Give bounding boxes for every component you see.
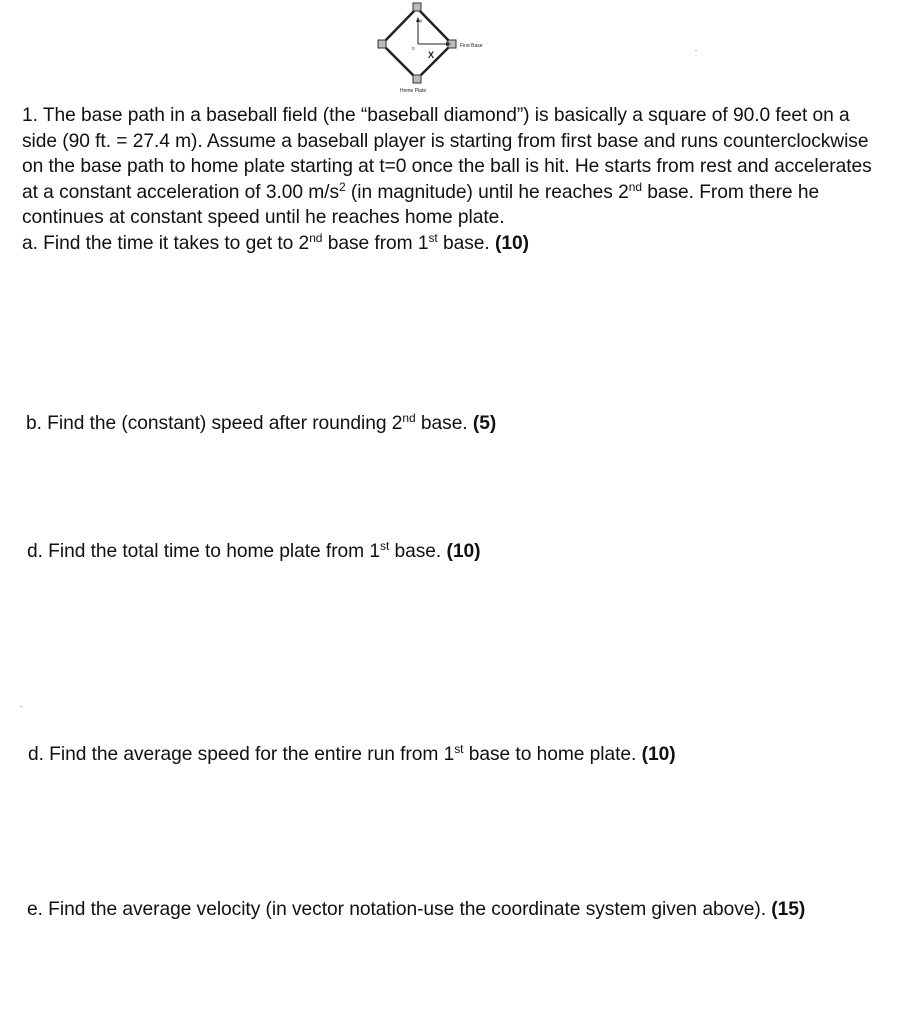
home-plate-label: Home Plate: [400, 88, 427, 94]
y-axis-label: y: [420, 18, 423, 23]
question-e-text: e. Find the average velocity (in vector notation-use the coordinate system given above).: [27, 899, 772, 920]
question-a-text: base.: [437, 232, 495, 254]
third-base: [378, 40, 386, 48]
accel-exponent: 2: [339, 179, 346, 194]
question-d2-text: d. Find the average speed for the entire run from 1: [28, 744, 455, 765]
question-b-points: (5): [472, 413, 497, 434]
question-d-average-speed: [28, 742, 888, 768]
question-a-text: a. Find the time it takes to get to 2: [22, 232, 310, 254]
question-d1-points: (10): [446, 541, 481, 562]
scan-speck: [695, 50, 697, 51]
problem-text: (in magnitude) until he reaches 2: [345, 181, 629, 203]
x-marker: X: [428, 50, 435, 60]
question-d1-text: d. Find the total time to home plate from 1: [27, 541, 380, 562]
ordinal-suffix: nd: [628, 179, 642, 194]
question-d1-text: base.: [389, 541, 447, 562]
problem-statement: [22, 103, 882, 257]
question-a-points: (10): [494, 232, 529, 254]
question-d2-text: base to home plate.: [463, 744, 642, 765]
scan-speck: [20, 706, 22, 707]
ordinal-suffix: nd: [402, 411, 416, 425]
ordinal-suffix: st: [454, 742, 464, 756]
problem-number: 1.: [22, 105, 38, 126]
question-b: [26, 411, 886, 437]
ordinal-suffix: st: [428, 230, 438, 245]
baseball-diamond-diagram: [368, 0, 518, 100]
question-e: [27, 897, 807, 923]
second-base: [413, 3, 421, 11]
question-d2-points: (10): [641, 744, 676, 765]
home-plate: [413, 75, 421, 83]
ordinal-suffix: nd: [309, 230, 323, 245]
question-b-text: b. Find the (constant) speed after rounding 2: [26, 413, 403, 434]
ordinal-suffix: st: [380, 539, 390, 553]
problem-text: The base path in a baseball field (the “baseball diamond”) is basically a square of 90.0 feet on a side (90 ft. = 27.4 m). Assume a baseball player is starting from first base and runs counterclockwise on the base path to home plate starting at t=0 once the ball is hit. He starts from rest and accelerates at a constant acceleration of 3.00 m/s: [22, 105, 872, 203]
question-b-text: base.: [415, 413, 473, 434]
problem-text: base. From there he continues at constant speed until he reaches home plate.: [22, 181, 820, 229]
first-base-label: First Base: [460, 43, 483, 49]
question-a-text: base from 1: [322, 232, 429, 254]
question-e-points: (15): [771, 899, 806, 920]
question-d-total-time: [27, 539, 887, 565]
question-a: [22, 230, 529, 254]
diamond-svg: [368, 0, 518, 100]
origin-label: 0: [412, 46, 415, 51]
x-axis-label: x: [446, 38, 449, 43]
